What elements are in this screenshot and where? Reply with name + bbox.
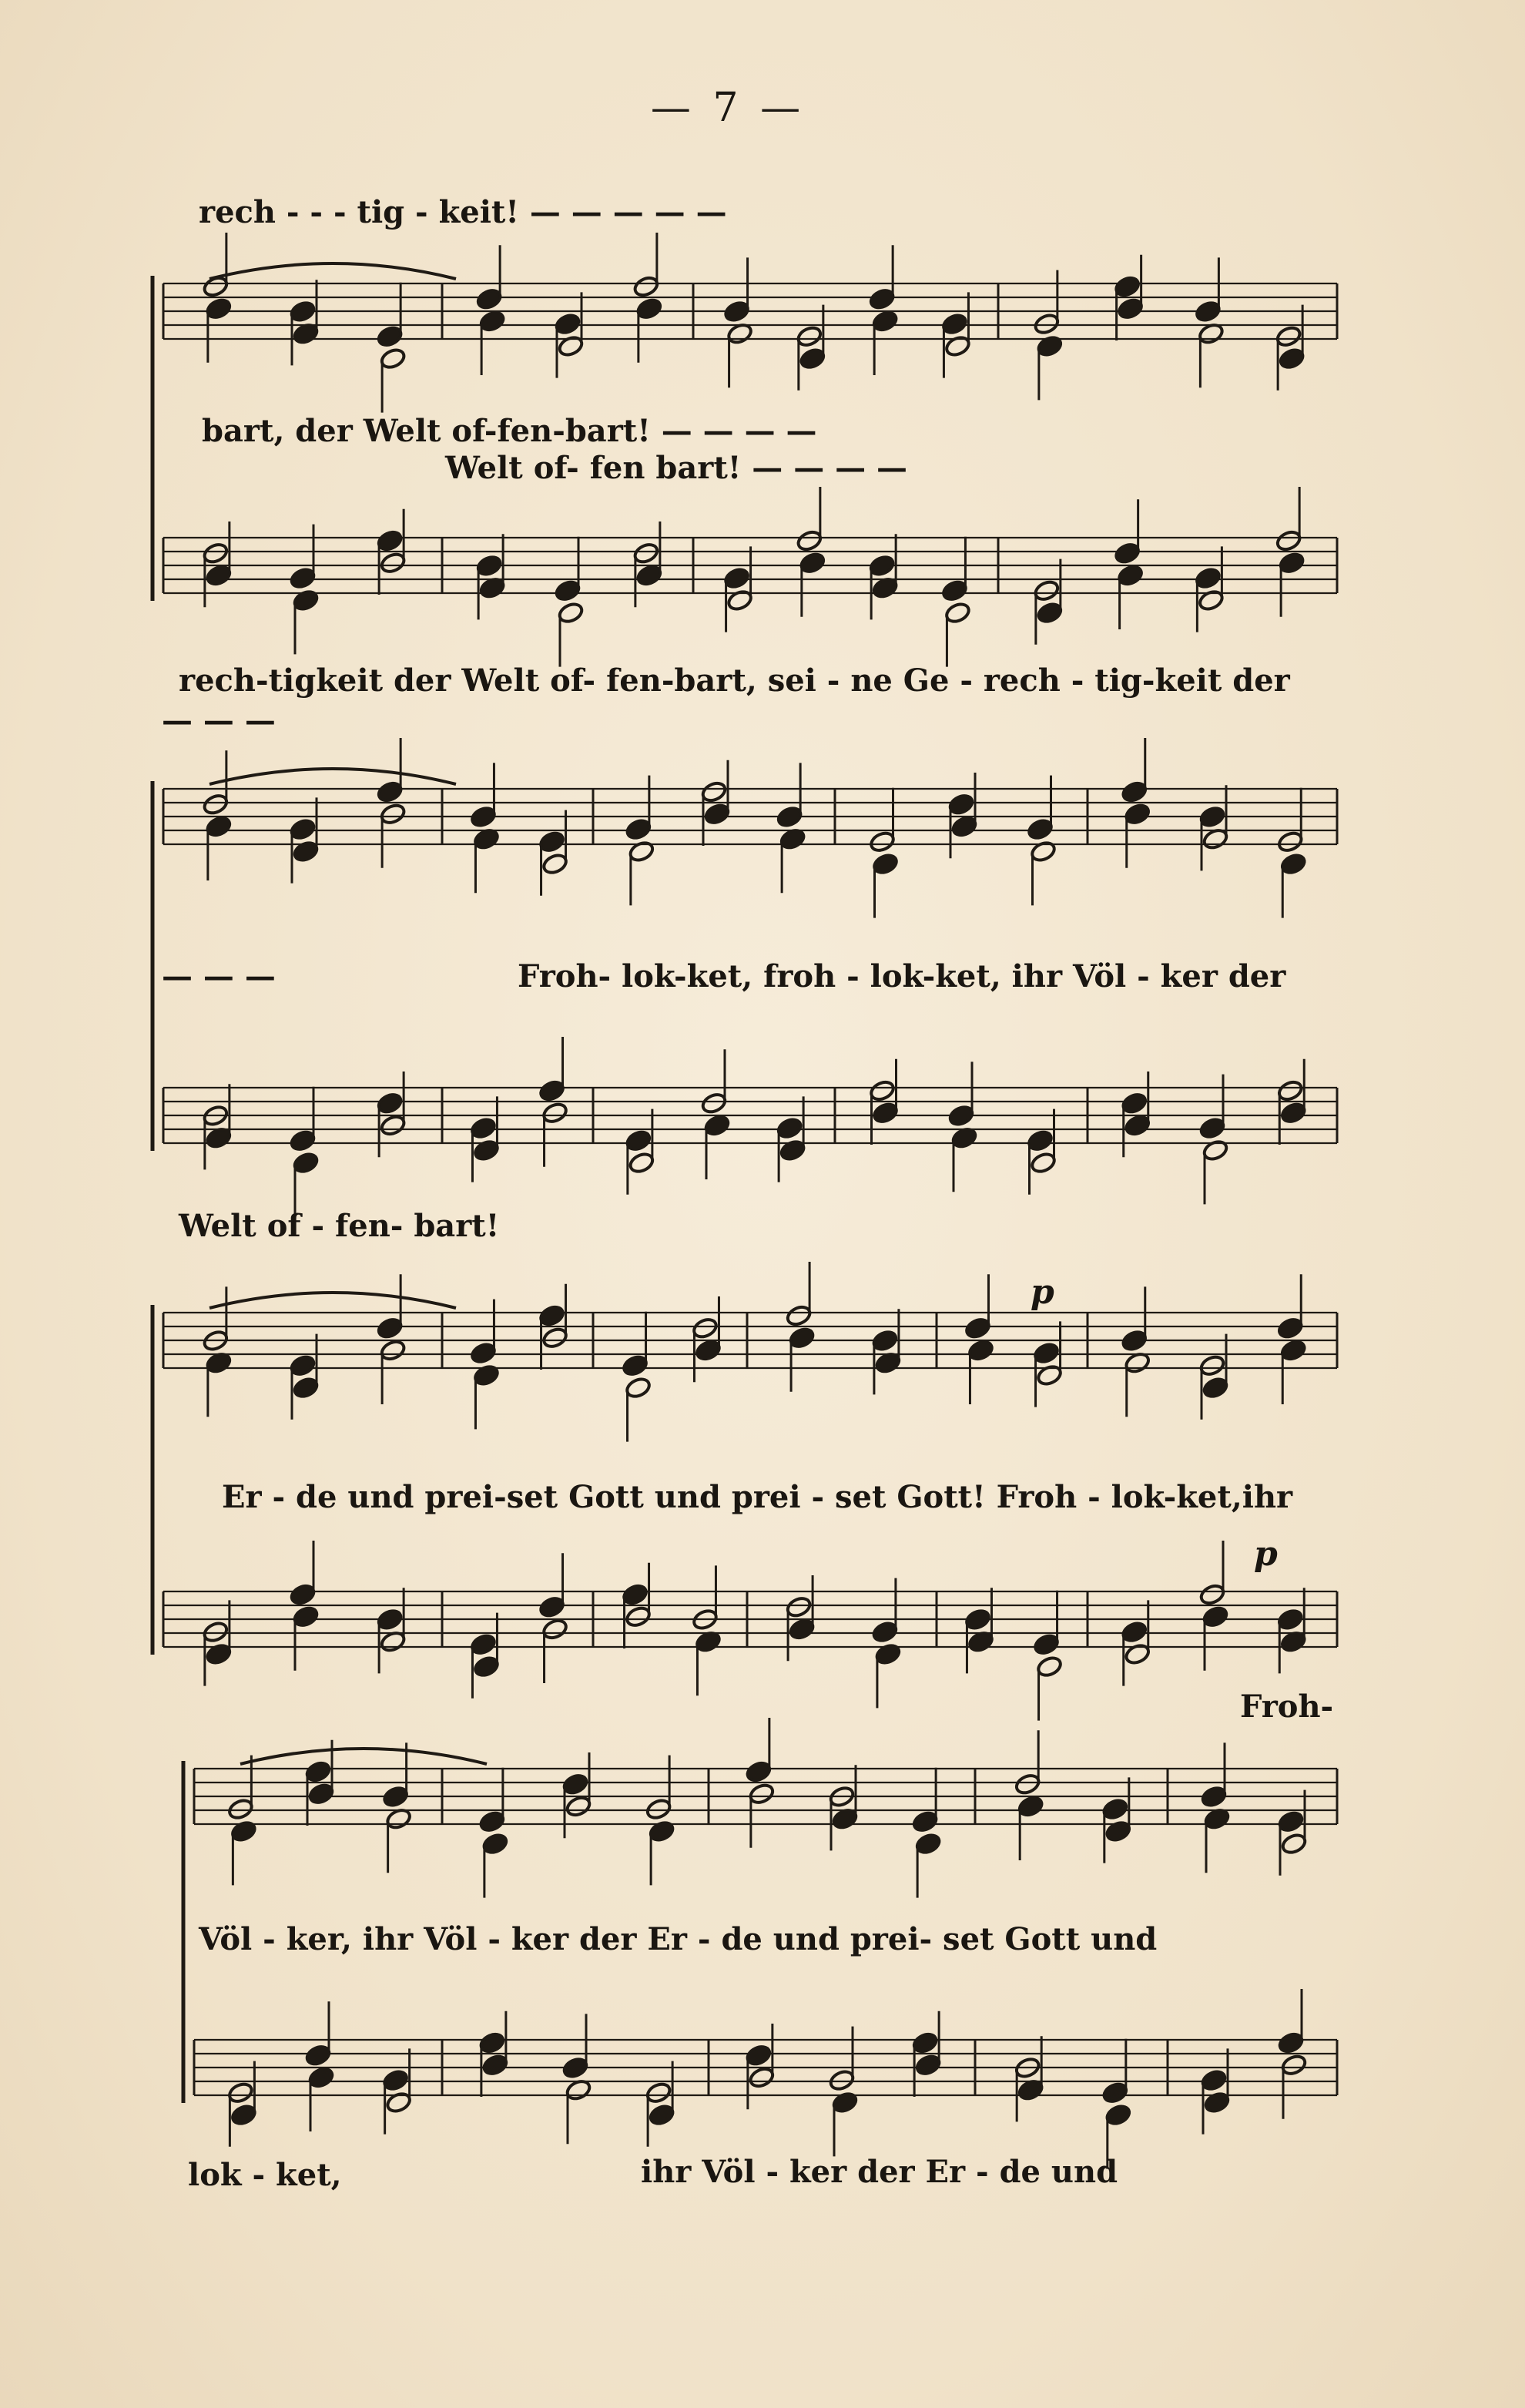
system3-note bbox=[1121, 1329, 1148, 1353]
system3-note bbox=[470, 1632, 498, 1656]
system1-note bbox=[799, 551, 826, 575]
system1-note bbox=[554, 312, 582, 336]
system2-note bbox=[947, 793, 975, 817]
system4-note bbox=[914, 2053, 942, 2077]
system1-note bbox=[941, 312, 969, 336]
system1-note bbox=[1195, 566, 1222, 590]
system4-note bbox=[1104, 2103, 1132, 2127]
system4-note bbox=[748, 1782, 776, 1806]
system4-note bbox=[385, 2091, 413, 2115]
system1-note bbox=[723, 566, 751, 590]
system2-note bbox=[470, 805, 498, 829]
system4-note bbox=[478, 1809, 506, 1833]
system4-note bbox=[227, 1797, 255, 1821]
system1-note bbox=[289, 300, 317, 324]
system2-note bbox=[872, 1101, 900, 1125]
system4-note bbox=[307, 1782, 335, 1806]
system3-lyrics-below: Froh- bbox=[1240, 1689, 1334, 1725]
system3-note bbox=[1279, 1339, 1307, 1363]
system2-note bbox=[1276, 830, 1304, 854]
system1-note bbox=[475, 554, 503, 578]
system2-note bbox=[950, 815, 978, 839]
system1-note bbox=[868, 554, 896, 578]
system3-note bbox=[1033, 1341, 1061, 1365]
system1-note bbox=[726, 589, 754, 612]
system4-note bbox=[561, 2056, 589, 2080]
system3-note bbox=[785, 1595, 813, 1619]
system2-note bbox=[1027, 817, 1054, 841]
system2-note bbox=[470, 1116, 498, 1140]
system4-note bbox=[748, 2066, 776, 2090]
system4-note bbox=[478, 2031, 506, 2055]
system2-note bbox=[1124, 1114, 1151, 1138]
system2-note bbox=[776, 1116, 803, 1140]
system2-note bbox=[292, 1151, 320, 1175]
system4-note bbox=[304, 1760, 332, 1784]
system4-note bbox=[1203, 2091, 1231, 2115]
system3-note bbox=[622, 1583, 649, 1607]
system4-lyrics-middle-1: Völ - ker, ihr Völ - ker der Er - de und prei- set Gott und bbox=[199, 1921, 1158, 1957]
system1-note bbox=[944, 601, 972, 625]
system1-note bbox=[635, 564, 663, 588]
system3-note bbox=[1202, 1376, 1229, 1400]
system1-note bbox=[1117, 297, 1145, 320]
system4-note bbox=[230, 2103, 258, 2127]
system3-note bbox=[1198, 1353, 1226, 1377]
system3-note bbox=[1036, 1655, 1064, 1679]
system4-note bbox=[230, 1819, 258, 1843]
system1-note bbox=[205, 564, 233, 588]
system1-note bbox=[1114, 542, 1141, 565]
system1-note bbox=[376, 529, 404, 553]
system1-note bbox=[1033, 579, 1061, 602]
system1-note bbox=[1195, 300, 1222, 324]
system3-note bbox=[473, 1363, 501, 1387]
system1-slur bbox=[209, 263, 456, 279]
system2-note bbox=[1027, 1129, 1054, 1152]
system1-note bbox=[557, 601, 585, 625]
dynamic-piano-2: p bbox=[1254, 1534, 1278, 1574]
system1-note bbox=[799, 347, 826, 371]
system4-note bbox=[382, 1785, 410, 1809]
system1-note bbox=[1278, 551, 1305, 575]
system1-note bbox=[475, 287, 503, 311]
system2-note bbox=[628, 1151, 655, 1175]
system1-note bbox=[723, 300, 751, 324]
system1-note bbox=[632, 542, 660, 565]
system2-note bbox=[202, 793, 230, 817]
system3-lyrics-middle-1: Er - de und prei-set Gott und prei - set Gott! Froh - lok-ket,ihr bbox=[222, 1479, 1293, 1515]
system3-note bbox=[1198, 1583, 1226, 1607]
system3-note bbox=[289, 1353, 317, 1377]
system2-note bbox=[473, 1139, 501, 1162]
system1-lyrics-middle-2: Welt of- fen bart! — — — — bbox=[445, 450, 908, 486]
system3-slur bbox=[209, 1293, 456, 1308]
system2-lyrics-middle-2: Froh- lok-ket, froh - lok-ket, ihr Völ - ker der bbox=[518, 958, 1286, 994]
system4-note bbox=[561, 1772, 589, 1796]
system2-note bbox=[869, 1079, 897, 1103]
system2-note bbox=[700, 1092, 728, 1115]
system1-note bbox=[292, 589, 320, 612]
system1-note bbox=[379, 347, 407, 371]
system2-note bbox=[541, 1101, 569, 1125]
system2-note bbox=[628, 840, 655, 864]
system3-note bbox=[473, 1655, 501, 1679]
system1-note bbox=[1033, 312, 1061, 336]
system2-note bbox=[292, 840, 320, 864]
system4-note bbox=[1277, 2031, 1305, 2055]
system2-note bbox=[289, 817, 317, 841]
system4-note bbox=[745, 1760, 773, 1784]
system4-lyrics-below-1: lok - ket, bbox=[188, 2157, 342, 2193]
system2-note bbox=[1202, 1139, 1229, 1162]
system3-note bbox=[289, 1583, 317, 1607]
system4-note bbox=[481, 2053, 509, 2077]
system3-note bbox=[292, 1605, 320, 1628]
system2-note bbox=[625, 1129, 652, 1152]
system2-note bbox=[1279, 1101, 1307, 1125]
system4-note bbox=[304, 2044, 332, 2068]
system1-note bbox=[1275, 529, 1302, 553]
system3-note bbox=[470, 1341, 498, 1365]
system1-note bbox=[635, 297, 663, 320]
system4-note bbox=[1280, 1832, 1308, 1856]
system3-note bbox=[964, 1608, 992, 1632]
system4-note bbox=[828, 2068, 856, 2092]
system4-note bbox=[481, 1832, 509, 1856]
system3-note bbox=[1121, 1620, 1148, 1644]
system3-note bbox=[874, 1642, 902, 1666]
system1-note bbox=[379, 551, 407, 575]
system2-lyrics-above: — — — bbox=[162, 703, 276, 739]
system3-note bbox=[788, 1326, 816, 1350]
system2-note bbox=[538, 830, 566, 854]
system1-note bbox=[1198, 589, 1225, 612]
system2-note bbox=[947, 1104, 975, 1128]
system4-note bbox=[307, 2066, 335, 2090]
system2-note bbox=[289, 1129, 317, 1152]
system3-note bbox=[695, 1339, 722, 1363]
system1-note bbox=[1275, 324, 1302, 348]
system4-note bbox=[911, 1809, 939, 1833]
system1-note bbox=[376, 324, 404, 348]
system1-lyrics-below: rech-tigkeit der Welt of- fen-bart, sei - ne Ge - rech - tig-keit der bbox=[179, 662, 1290, 699]
system3-note bbox=[1276, 1316, 1304, 1340]
system1-note bbox=[289, 566, 317, 590]
system1-lyrics-middle-1: bart, der Welt of-fen-bart! — — — — bbox=[202, 413, 817, 449]
system4-note bbox=[745, 2044, 773, 2068]
system4-note bbox=[645, 1797, 672, 1821]
system3-note bbox=[202, 1620, 230, 1644]
system3-note bbox=[692, 1316, 719, 1340]
page-number: — 7 — bbox=[650, 85, 806, 131]
system2-note bbox=[1279, 852, 1307, 876]
system3-note bbox=[538, 1595, 566, 1619]
system4-note bbox=[382, 2068, 410, 2092]
system1-note bbox=[1036, 601, 1064, 625]
system3-note bbox=[376, 1316, 404, 1340]
system2-slur bbox=[209, 769, 456, 784]
system1-note bbox=[478, 310, 506, 334]
system4-note bbox=[648, 1819, 675, 1843]
system4-note bbox=[1101, 1797, 1129, 1821]
system2-note bbox=[1198, 1116, 1226, 1140]
system3-note bbox=[1036, 1363, 1064, 1387]
system1-note bbox=[796, 324, 823, 348]
system1-note bbox=[871, 310, 899, 334]
system2-note bbox=[1121, 780, 1148, 804]
system3-note bbox=[205, 1642, 233, 1666]
system1-note bbox=[944, 334, 972, 358]
system4-note bbox=[1014, 1772, 1041, 1796]
system1-note bbox=[554, 579, 582, 602]
system3-note bbox=[871, 1620, 899, 1644]
system4-note bbox=[911, 2031, 939, 2055]
system2-note bbox=[1121, 1092, 1148, 1115]
system1-note bbox=[1117, 564, 1145, 588]
system3-note bbox=[788, 1618, 816, 1642]
system3-note bbox=[1276, 1608, 1304, 1632]
system3-note bbox=[625, 1605, 652, 1628]
system1-lyrics-above: rech - - - tig - keit! — — — — — bbox=[199, 194, 727, 230]
system3-note bbox=[1124, 1642, 1151, 1666]
system4-note bbox=[227, 2081, 255, 2104]
system4-note bbox=[1277, 1809, 1305, 1833]
system4-note bbox=[645, 2081, 672, 2104]
system2-note bbox=[1276, 1079, 1304, 1103]
system2-note bbox=[779, 1139, 806, 1162]
system4-lyrics-below-2: ihr Völ - ker der Er - de und bbox=[641, 2154, 1118, 2190]
system2-note bbox=[1124, 802, 1151, 826]
system1-note bbox=[868, 287, 896, 311]
system2-note bbox=[700, 780, 728, 804]
system2-note bbox=[538, 1079, 566, 1103]
system2-note bbox=[376, 780, 404, 804]
system3-note bbox=[625, 1376, 652, 1400]
system3-note bbox=[1202, 1605, 1229, 1628]
system4-note bbox=[648, 2103, 675, 2127]
dynamic-piano-1: p bbox=[1031, 1273, 1054, 1312]
system3-note bbox=[622, 1353, 649, 1377]
system2-note bbox=[703, 802, 731, 826]
system2-note bbox=[625, 817, 652, 841]
system3-note bbox=[538, 1304, 566, 1328]
system3-note bbox=[785, 1304, 813, 1328]
system3-note bbox=[541, 1326, 569, 1350]
system1-note bbox=[1278, 347, 1305, 371]
system1-note bbox=[202, 542, 230, 565]
system4-note bbox=[831, 2091, 859, 2115]
system1-note bbox=[632, 275, 660, 299]
system2-note bbox=[1030, 840, 1057, 864]
system1-note bbox=[557, 334, 585, 358]
system2-note bbox=[872, 852, 900, 876]
system4-note bbox=[1200, 1785, 1228, 1809]
system3-note bbox=[964, 1316, 992, 1340]
system2-note bbox=[1030, 1151, 1057, 1175]
system2-note bbox=[703, 1114, 731, 1138]
system1-note bbox=[1114, 275, 1141, 299]
system2-note bbox=[776, 805, 803, 829]
system3-note bbox=[292, 1376, 320, 1400]
system2-lyrics-below: Welt of - fen- bart! bbox=[179, 1208, 500, 1244]
system1-note bbox=[796, 529, 823, 553]
system4-note bbox=[1200, 2068, 1228, 2092]
system2-lyrics-middle-1: — — — bbox=[162, 958, 276, 994]
system3-note bbox=[541, 1618, 569, 1642]
system4-note bbox=[1017, 1795, 1044, 1819]
system4-slur bbox=[240, 1749, 487, 1764]
system2-note bbox=[869, 830, 897, 854]
system4-note bbox=[565, 1795, 592, 1819]
system3-note bbox=[967, 1339, 995, 1363]
system3-note bbox=[871, 1329, 899, 1353]
system4-note bbox=[1104, 1819, 1132, 1843]
system2-note bbox=[1198, 805, 1226, 829]
system1-note bbox=[205, 297, 233, 320]
system3-note bbox=[1033, 1632, 1061, 1656]
system2-note bbox=[379, 802, 407, 826]
system3-note bbox=[379, 1339, 407, 1363]
system2-note bbox=[379, 1114, 407, 1138]
system1-note bbox=[1036, 334, 1064, 358]
system4-note bbox=[1101, 2081, 1129, 2104]
system1-note bbox=[941, 579, 969, 602]
system2-note bbox=[376, 1092, 404, 1115]
system4-note bbox=[1280, 2053, 1308, 2077]
system2-note bbox=[541, 852, 569, 876]
system2-note bbox=[205, 815, 233, 839]
system4-note bbox=[914, 1832, 942, 1856]
system3-note bbox=[376, 1608, 404, 1632]
